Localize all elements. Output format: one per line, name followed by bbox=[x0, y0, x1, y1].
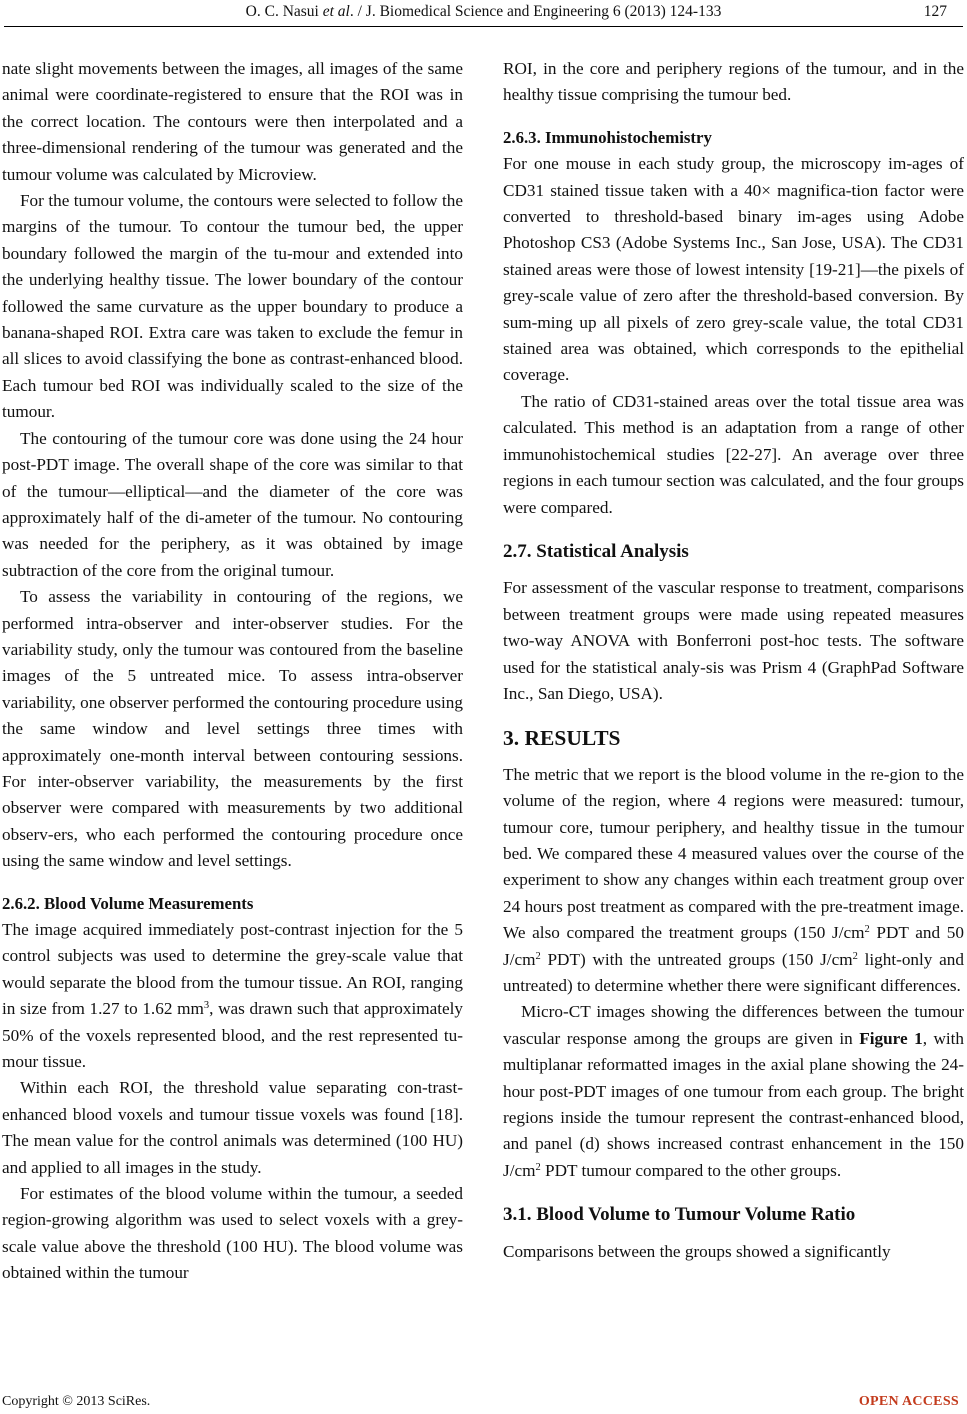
paragraph: For the tumour volume, the contours were selected to follow the margins of the tumour. To contour the tumour bed, the upper boundary followed the margin of the tu-mour and extended into the underlying healthy tissue. The lower boundary of the contour followed the same curvature as the upper boundary to produce a banana-shaped ROI. Extra care was taken to exclude the femur in all slices to avoid classifying the bone as contrast-enhanced blood. Each tumour bed ROI was individually scaled to the size of the tumour. bbox=[2, 191, 463, 422]
paragraph: Comparisons between the groups showed a significantly bbox=[503, 1241, 891, 1261]
page-number: 127 bbox=[923, 3, 947, 20]
open-access-label: OPEN ACCESS bbox=[858, 1394, 959, 1409]
paragraph: ROI, in the core and periphery regions of the tumour, and in the healthy tissue comprising the tumour bed. bbox=[503, 59, 964, 105]
section-heading: 3. RESULTS bbox=[503, 726, 621, 751]
paragraph: The metric that we report is the blood volume in the re-gion to the volume of the region, where 4 regions were measured: tumour, tumour core, tumour periphery, and healthy tissue in the tumour bed. We compared these 4 measured values over the course of the experiment to show any changes within each treatment group over 24 hours post treatment as compared with the pre-treatment image. We also compared the treatment groups (150 $J/cm^2$ PDT and 50 $J/cm^2$ PDT) with the untreated groups (150 $J/cm^2$ light-only and untreated) to determine whether there were significant differences. bbox=[503, 764, 964, 995]
paragraph: For one mouse in each study group, the microscopy im-ages of CD31 stained tissue taken with a 40× magnifica-tion factor were converted to threshold-based binary im-ages using Adobe Photoshop CS3 (Adobe Systems Inc., San Jose, USA). The CD31 stained areas were those of lowest intensity [19-21]—the pixels of grey-scale value of zero after the threshold-based conversion. By sum-ming up all pixels of zero grey-scale value, the total CD31 stained area was obtained, which corresponds to the epithelial coverage. bbox=[503, 154, 964, 385]
paragraph: Micro-CT images showing the differences between the tumour vascular response among the groups are given in Figure 1, with multiplanar reformatted images in the axial plane showing the 24-hour post-PDT images of one tumour from each group. The bright regions inside the tumour represent the contrast-enhanced blood, and panel (d) shows increased contrast enhancement in the 150 $J/cm^2$ PDT tumour compared to the other groups. bbox=[503, 1002, 965, 1180]
running-head-journal: . / J. Biomedical Science and Engineering 6 (2013) 124-133 bbox=[349, 3, 722, 20]
header-rule bbox=[4, 26, 963, 27]
section-heading: 3.1. Blood Volume to Tumour Volume Ratio bbox=[503, 1204, 856, 1226]
running-head bbox=[0, 3, 967, 21]
page-header bbox=[0, 0, 967, 40]
section-heading: 2.6.3. Immunohistochemistry bbox=[503, 127, 712, 147]
section-heading: 2.7. Statistical Analysis bbox=[503, 540, 689, 562]
paragraph: To assess the variability in contouring of the regions, we performed intra-observer and inter-observer studies. For the variability study, only the tumour was contoured from the baseline images of the 5 untreated mice. To assess intra-observer variability, one observer performed the contouring procedure using the same window and level settings three times with approximately one-month interval between contouring sessions. For inter-observer variability, the measurements by the first observer were compared with measurements by two additional observ-ers, who each performed the contouring procedure once using the same window and level settings. bbox=[2, 587, 463, 871]
paragraph: For estimates of the blood volume within the tumour, a seeded region-growing algorithm was used to select voxels with a grey-scale value above the threshold (100 HU). The blood volume was obtained within the tumour bbox=[2, 1184, 463, 1283]
paragraph: nate slight movements between the images, all images of the same animal were coordinate-registered to ensure that the ROI was in the correct location. The contours were then interpolated and a three-dimensional rendering of the tumour was generated and the tumour volume was calculated by Microview. bbox=[2, 59, 463, 184]
paragraph: For assessment of the vascular response to treatment, comparisons between treatment groups were made using repeated measures two-way ANOVA with Bonferroni post-hoc tests. The software used for the statistical analy-sis was Prism 4 (GraphPad Software Inc., San Diego, USA). bbox=[503, 578, 964, 703]
figure-reference: Figure 1 bbox=[859, 1028, 923, 1048]
right-column bbox=[503, 56, 964, 1265]
paragraph: The image acquired immediately post-contrast injection for the 5 control subjects was used to determine the grey-scale value that would separate the blood from the tumour tissue. An ROI, ranging in size from 1.27 to 1.62 $mm^3$, was drawn such that approximately 50% of the voxels represented blood, and the rest represented tu-mour tissue. bbox=[2, 920, 464, 1072]
paragraph: The contouring of the tumour core was done using the 24 hour post-PDT image. The overall shape of the core was similar to that of the tumour—elliptical—and the diameter of the core was approximately half of the di-ameter of the tumour. No contouring was needed for the periphery, as it was obtained by image subtraction of the core from the original tumour. bbox=[2, 428, 463, 580]
running-head-etal: et al bbox=[322, 3, 350, 20]
paragraph: The ratio of CD31-stained areas over the total tissue area was calculated. This method is an adaptation from a range of other immunohistochemical studies [22-27]. An average over three regions in each tumour section was calculated, and the four groups were compared. bbox=[503, 391, 964, 517]
section-heading: 2.6.2. Blood Volume Measurements bbox=[2, 893, 254, 913]
left-column bbox=[2, 56, 463, 1287]
paragraph: Within each ROI, the threshold value separating con-trast-enhanced blood voxels and tumour tissue voxels was found [18]. The mean value for the control animals was determined (100 HU) and applied to all images in the study. bbox=[2, 1078, 463, 1177]
copyright-notice: Copyright © 2013 SciRes. bbox=[2, 1394, 151, 1409]
running-head-authors: O. C. Nasui bbox=[245, 3, 323, 20]
page-footer bbox=[0, 1380, 967, 1410]
